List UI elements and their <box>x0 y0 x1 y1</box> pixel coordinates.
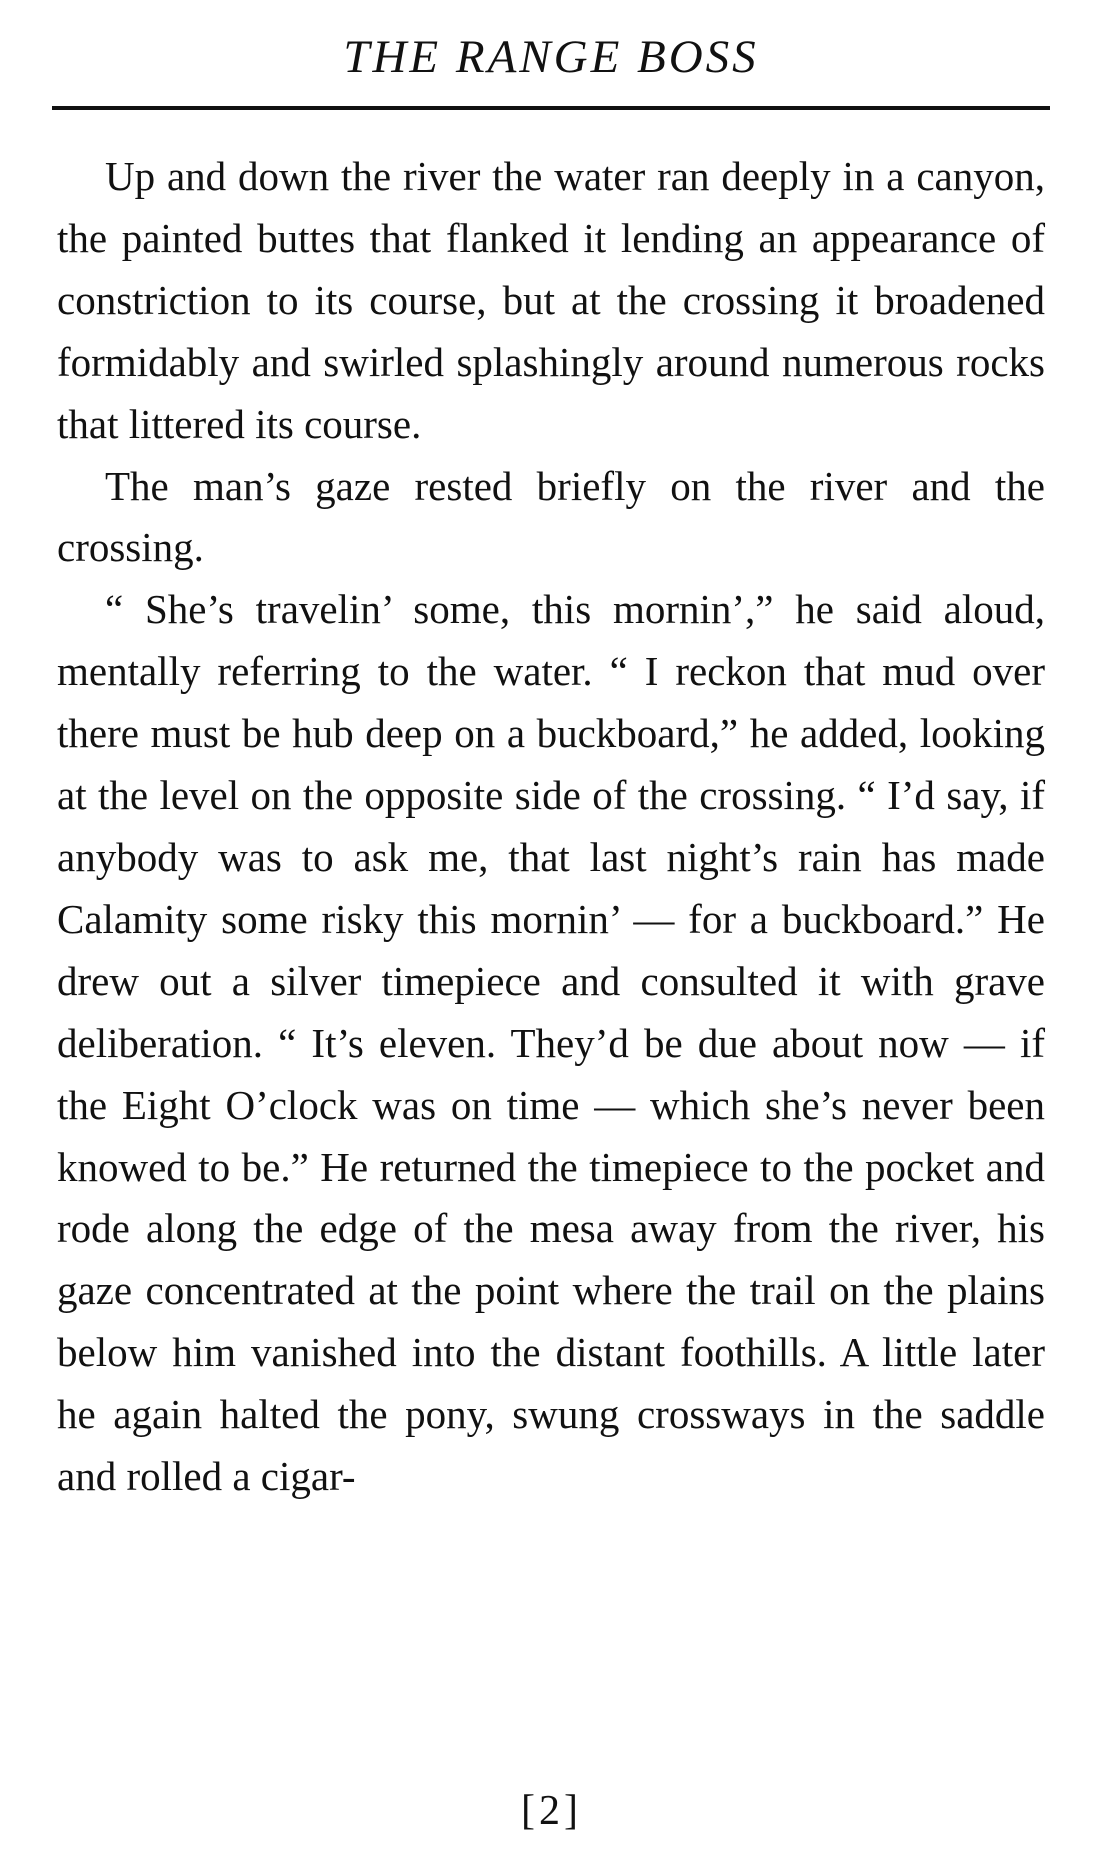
paragraph-river: Up and down the river the water ran deeply in a canyon, the painted buttes that flanked it lending an appearance of constriction to its course, but at the crossing it broadened formidably and swirled splashingly around numerous rocks that littered its course. <box>57 153 1045 447</box>
header-rule <box>52 106 1050 110</box>
running-head: THE RANGE BOSS <box>343 31 759 83</box>
page-number: [2] <box>521 1788 582 1834</box>
body-text <box>57 146 1045 1508</box>
paragraph-gaze: The man’s gaze rested briefly on the river and the crossing. <box>57 462 1045 571</box>
paragraph-dialogue: “ She’s travelin’ some, this mornin’,” he said aloud, mentally referring to the water. “ I reckon that mud over there must be hub deep on a buckboard,” he added, looking at the level on the opposite side of the crossing. “ I’d say, if anybody was to ask me, that last night’s rain has made Calamity some risky this mornin’ — for a buckboard.” He drew out a silver timepiece and consulted it with grave deliberation. “ It’s eleven. They’d be due about now — if the Eight O’clock was on time — which she’s never been knowed to be.” He returned the timepiece to the pocket and rode along the edge of the mesa away from the river, his gaze concentrated at the point where the trail on the plains below him vanished into the distant foothills. A little later he again halted the pony, swung crossways in the saddle and rolled a cigar- <box>57 586 1045 1500</box>
